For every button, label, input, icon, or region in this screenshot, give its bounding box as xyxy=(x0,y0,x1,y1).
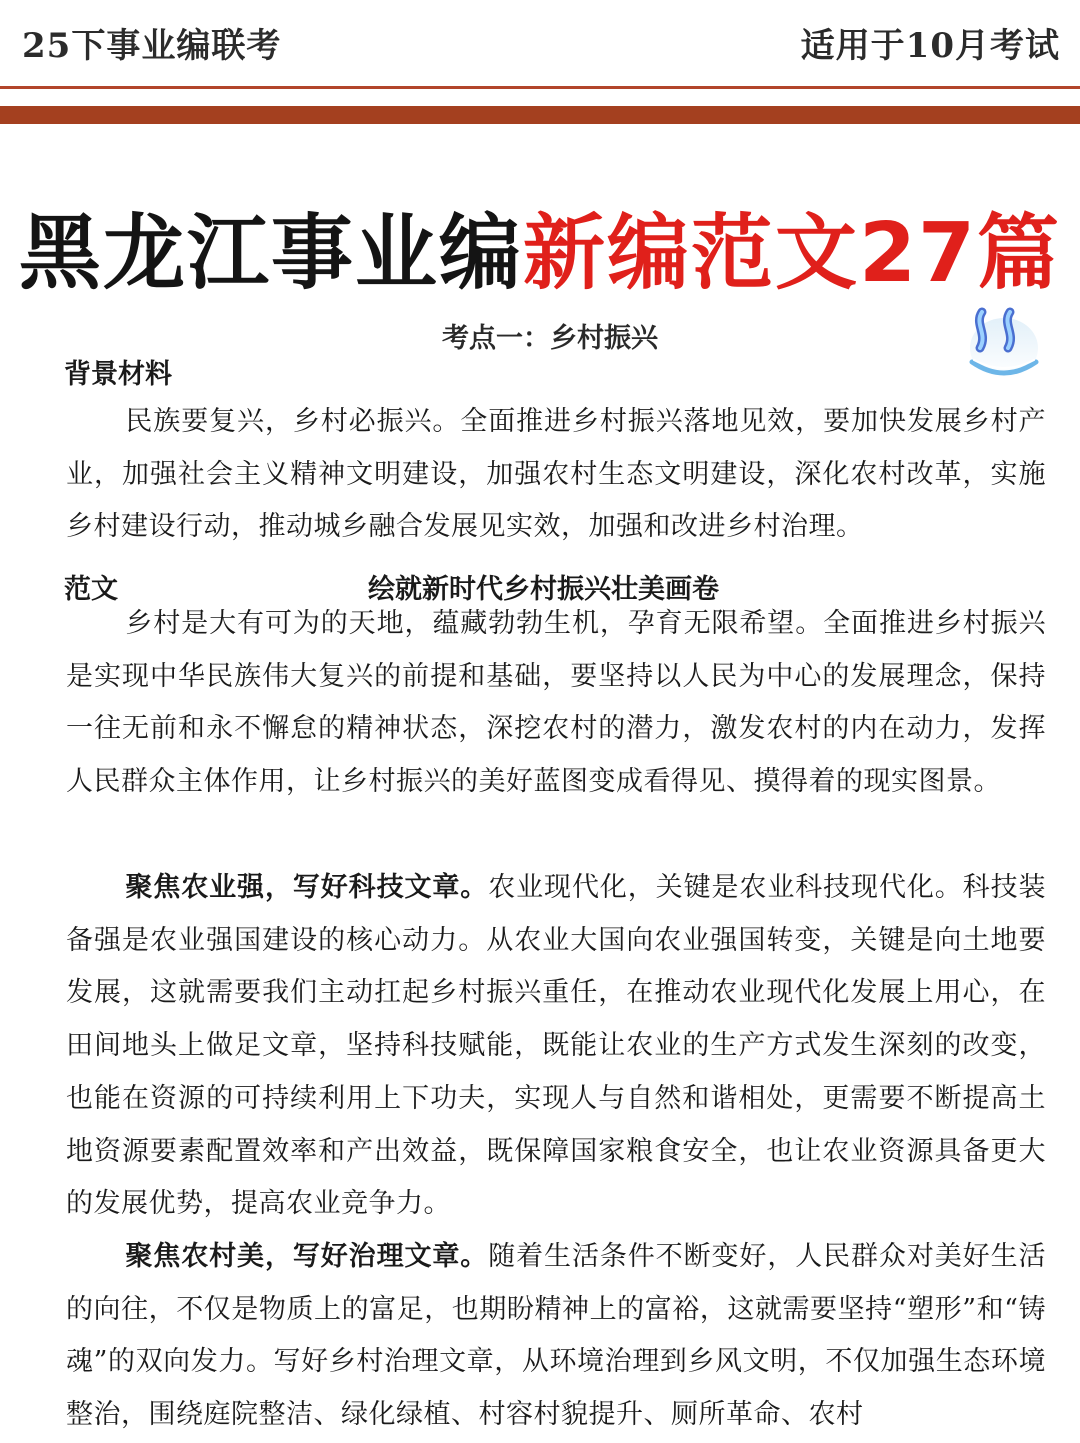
essay-label: 范文 xyxy=(64,574,118,605)
cold-face-emoji-icon xyxy=(966,304,1042,382)
header-exam-name: 25下事业编联考 xyxy=(22,26,282,66)
paragraph-lead: 聚焦农村美，写好治理文章。 xyxy=(125,1241,489,1272)
paragraph-lead: 聚焦农业强，写好科技文章。 xyxy=(125,872,489,903)
paragraph-body: 随着生活条件不断变好，人民群众对美好生活的向往，不仅是物质上的富足，也期盼精神上的富裕，这就需要坚持“塑形”和“铸魂”的双向发力。写好乡村治理文章，从环境治理到乡风文明，不仅加强生态环境整治，围绕庭院整洁、绿化绿植、村容村貌提升、厕所革命、农村 xyxy=(66,1241,1047,1431)
document-title xyxy=(0,188,1080,305)
background-label: 背景材料 xyxy=(64,359,172,390)
essay-intro-paragraph: 乡村是大有可为的天地，蕴藏勃勃生机，孕育无限希望。全面推进乡村振兴是实现中华民族伟大复兴的前提和基础，要坚持以人民为中心的发展理念，保持一往无前和永不懈怠的精神状态，深挖农村的潜力，激发农村的内在动力，发挥人民群众主体作用，让乡村振兴的美好蓝图变成看得见、摸得着的现实图景。 xyxy=(66,608,1046,798)
essay-paragraph-governance xyxy=(66,1231,1046,1442)
essay-paragraph-agriculture xyxy=(66,862,1046,1231)
header-applicability: 适用于10月考试 xyxy=(800,26,1060,66)
title-black-part: 黑龙江事业编 xyxy=(18,206,523,301)
topic-heading: 考点一：乡村振兴 xyxy=(442,323,658,354)
page-header xyxy=(0,0,1080,86)
essay-title: 绘就新时代乡村振兴壮美画卷 xyxy=(368,574,719,605)
background-paragraph: 民族要复兴，乡村必振兴。全面推进乡村振兴落地见效，要加快发展乡村产业，加强社会主义精神文明建设，加强农村生态文明建设，深化农村改革，实施乡村建设行动，推动城乡融合发展见实效，加强和改进乡村治理。 xyxy=(66,406,1046,542)
header-thin-rule xyxy=(0,86,1080,89)
paragraph-body: 农业现代化，关键是农业科技现代化。科技装备强是农业强国建设的核心动力。从农业大国向农业强国转变，关键是向土地要发展，这就需要我们主动扛起乡村振兴重任，在推动农业现代化发展上用心，在田间地头上做足文章，坚持科技赋能，既能让农业的生产方式发生深刻的改变，也能在资源的可持续利用上下功夫，实现人与自然和谐相处，更需要不断提高土地资源要素配置效率和产出效益，既保障国家粮食安全，也让农业资源具备更大的发展优势，提高农业竞争力。 xyxy=(66,872,1047,1220)
title-red-part: 新编范文27篇 xyxy=(522,206,1062,301)
header-thick-rule xyxy=(0,106,1080,124)
